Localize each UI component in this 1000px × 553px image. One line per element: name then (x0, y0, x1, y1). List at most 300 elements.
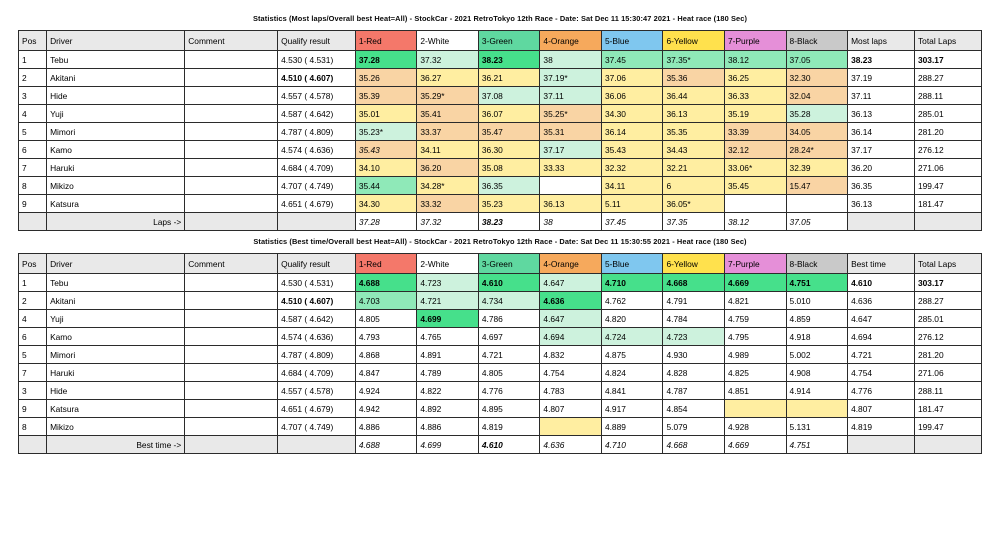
table-row[interactable] (19, 274, 982, 292)
summary-spacer (185, 213, 278, 231)
cell-qualify: 4.684 ( 4.709) (278, 364, 356, 382)
cell-heat: 38.12 (725, 51, 787, 69)
cell-most-laps: 38.23 (848, 51, 915, 69)
cell-heat: 36.27 (417, 69, 479, 87)
cell-heat: 37.32 (417, 51, 479, 69)
cell-best-time: 4.776 (848, 382, 915, 400)
cell-heat: 33.37 (417, 123, 479, 141)
cell-heat: 36.21 (478, 69, 540, 87)
cell-best-time: 4.721 (848, 346, 915, 364)
cell-heat: 32.04 (786, 87, 848, 105)
cell-heat: 4.762 (601, 292, 663, 310)
cell-heat: 38 (540, 51, 602, 69)
cell-heat: 4.825 (725, 364, 787, 382)
summary-heat: 4.751 (786, 436, 848, 454)
cell-heat: 34.28* (417, 177, 479, 195)
cell-heat: 4.647 (540, 274, 602, 292)
table-row[interactable] (19, 328, 982, 346)
summary-spacer (848, 436, 915, 454)
summary-spacer (19, 213, 47, 231)
cell-total-laps: 288.11 (914, 87, 981, 105)
table-row[interactable] (19, 123, 982, 141)
cell-heat: 4.895 (478, 400, 540, 418)
table-row[interactable] (19, 141, 982, 159)
cell-heat: 4.688 (355, 274, 417, 292)
cell-heat: 35.29* (417, 87, 479, 105)
cell-heat: 4.789 (417, 364, 479, 382)
cell-heat: 4.847 (355, 364, 417, 382)
cell-heat: 37.06 (601, 69, 663, 87)
cell-heat: 37.19* (540, 69, 602, 87)
cell-total-laps: 276.12 (914, 141, 981, 159)
header-heat-2-white: 2-White (417, 31, 479, 51)
cell-heat: 34.10 (355, 159, 417, 177)
cell-total-laps: 288.11 (914, 382, 981, 400)
cell-qualify: 4.557 ( 4.578) (278, 87, 356, 105)
cell-driver: Hide (47, 382, 185, 400)
cell-heat: 35.25* (540, 105, 602, 123)
cell-total-laps: 303.17 (914, 274, 981, 292)
panel-title-most-laps: Statistics (Most laps/Overall best Heat=All) - StockCar - 2021 RetroTokyo 12th Race - Date: Sat Dec 11 15:30:47 2021 - Heat race (180 Sec) (252, 14, 748, 23)
header-heat-1-red: 1-Red (355, 31, 417, 51)
cell-pos: 3 (19, 87, 47, 105)
cell-heat: 34.05 (786, 123, 848, 141)
header-heat-7-purple: 7-Purple (725, 254, 787, 274)
cell-pos: 5 (19, 123, 47, 141)
cell-comment (185, 69, 278, 87)
panel-best-time (18, 237, 982, 454)
cell-heat: 4.918 (786, 328, 848, 346)
cell-heat: 4.734 (478, 292, 540, 310)
cell-heat: 35.45 (725, 177, 787, 195)
cell-most-laps: 36.20 (848, 159, 915, 177)
cell-total-laps: 285.01 (914, 310, 981, 328)
cell-pos: 6 (19, 328, 47, 346)
cell-heat: 4.759 (725, 310, 787, 328)
cell-heat: 4.924 (355, 382, 417, 400)
cell-pos: 8 (19, 418, 47, 436)
cell-qualify: 4.587 ( 4.642) (278, 310, 356, 328)
cell-most-laps: 37.17 (848, 141, 915, 159)
cell-heat (540, 177, 602, 195)
cell-heat: 34.30 (355, 195, 417, 213)
cell-comment (185, 292, 278, 310)
cell-heat: 34.11 (601, 177, 663, 195)
cell-heat: 36.33 (725, 87, 787, 105)
cell-comment (185, 195, 278, 213)
summary-heat: 37.32 (417, 213, 479, 231)
cell-heat (786, 195, 848, 213)
cell-total-laps: 199.47 (914, 177, 981, 195)
cell-comment (185, 159, 278, 177)
cell-heat (725, 400, 787, 418)
cell-heat: 28.24* (786, 141, 848, 159)
cell-heat: 4.784 (663, 310, 725, 328)
cell-qualify: 4.651 ( 4.679) (278, 195, 356, 213)
cell-heat: 35.23 (478, 195, 540, 213)
summary-heat: 37.05 (786, 213, 848, 231)
cell-heat: 35.19 (725, 105, 787, 123)
cell-driver: Tebu (47, 274, 185, 292)
cell-total-laps: 271.06 (914, 159, 981, 177)
cell-heat: 4.841 (601, 382, 663, 400)
header-heat-2-white: 2-White (417, 254, 479, 274)
header-comment: Comment (185, 254, 278, 274)
header-total-laps: Total Laps (914, 31, 981, 51)
cell-pos: 2 (19, 292, 47, 310)
cell-qualify: 4.574 ( 4.636) (278, 141, 356, 159)
cell-heat: 35.08 (478, 159, 540, 177)
header-most-laps: Most laps (848, 31, 915, 51)
cell-heat: 4.807 (540, 400, 602, 418)
cell-heat: 15.47 (786, 177, 848, 195)
cell-pos: 1 (19, 274, 47, 292)
cell-pos: 4 (19, 105, 47, 123)
cell-best-time: 4.819 (848, 418, 915, 436)
summary-row (19, 213, 982, 231)
header-heat-5-blue: 5-Blue (601, 31, 663, 51)
cell-heat: 32.30 (786, 69, 848, 87)
header-qualify-result: Qualify result (278, 254, 356, 274)
summary-spacer (19, 436, 47, 454)
cell-best-time: 4.694 (848, 328, 915, 346)
cell-driver: Yuji (47, 310, 185, 328)
summary-spacer (278, 436, 356, 454)
cell-pos: 8 (19, 177, 47, 195)
cell-heat: 4.783 (540, 382, 602, 400)
cell-heat: 4.805 (478, 364, 540, 382)
cell-heat: 4.795 (725, 328, 787, 346)
cell-best-time: 4.636 (848, 292, 915, 310)
cell-best-time: 4.610 (848, 274, 915, 292)
summary-label: Best time -> (47, 436, 185, 454)
best-time-table (18, 253, 982, 454)
cell-heat: 36.25 (725, 69, 787, 87)
cell-heat: 4.793 (355, 328, 417, 346)
cell-heat: 33.32 (417, 195, 479, 213)
table-row[interactable] (19, 346, 982, 364)
cell-heat: 5.002 (786, 346, 848, 364)
cell-heat: 37.45 (601, 51, 663, 69)
cell-heat: 4.791 (663, 292, 725, 310)
cell-heat: 32.32 (601, 159, 663, 177)
cell-driver: Kamo (47, 328, 185, 346)
cell-heat: 4.751 (786, 274, 848, 292)
cell-qualify: 4.651 ( 4.679) (278, 400, 356, 418)
cell-comment (185, 400, 278, 418)
cell-best-time: 4.807 (848, 400, 915, 418)
cell-comment (185, 141, 278, 159)
cell-heat: 38.23 (478, 51, 540, 69)
cell-driver: Mikizo (47, 418, 185, 436)
cell-heat: 4.886 (417, 418, 479, 436)
cell-heat: 37.28 (355, 51, 417, 69)
cell-driver: Katsura (47, 400, 185, 418)
table-row[interactable] (19, 159, 982, 177)
cell-heat: 4.868 (355, 346, 417, 364)
cell-driver: Yuji (47, 105, 185, 123)
cell-comment (185, 310, 278, 328)
cell-heat: 4.891 (417, 346, 479, 364)
cell-heat: 32.12 (725, 141, 787, 159)
cell-heat: 36.05* (663, 195, 725, 213)
summary-heat: 4.710 (601, 436, 663, 454)
cell-heat: 35.31 (540, 123, 602, 141)
cell-heat: 36.44 (663, 87, 725, 105)
cell-heat: 4.889 (601, 418, 663, 436)
cell-driver: Mikizo (47, 177, 185, 195)
cell-comment (185, 382, 278, 400)
cell-heat: 4.776 (478, 382, 540, 400)
cell-comment (185, 418, 278, 436)
cell-qualify: 4.510 ( 4.607) (278, 69, 356, 87)
cell-heat: 35.43 (355, 141, 417, 159)
cell-total-laps: 276.12 (914, 328, 981, 346)
cell-driver: Mimori (47, 123, 185, 141)
cell-driver: Akitani (47, 69, 185, 87)
cell-qualify: 4.574 ( 4.636) (278, 328, 356, 346)
cell-heat: 37.08 (478, 87, 540, 105)
cell-heat: 34.43 (663, 141, 725, 159)
cell-heat: 37.11 (540, 87, 602, 105)
table-row[interactable] (19, 177, 982, 195)
cell-pos: 9 (19, 195, 47, 213)
cell-pos: 9 (19, 400, 47, 418)
table-row[interactable] (19, 382, 982, 400)
cell-heat: 36.06 (601, 87, 663, 105)
cell-heat: 4.851 (725, 382, 787, 400)
cell-heat: 36.13 (540, 195, 602, 213)
cell-heat: 4.765 (417, 328, 479, 346)
cell-qualify: 4.787 ( 4.809) (278, 346, 356, 364)
cell-heat: 4.721 (417, 292, 479, 310)
cell-qualify: 4.510 ( 4.607) (278, 292, 356, 310)
header-heat-1-red: 1-Red (355, 254, 417, 274)
cell-heat: 35.36 (663, 69, 725, 87)
cell-heat: 6 (663, 177, 725, 195)
cell-heat: 4.647 (540, 310, 602, 328)
cell-heat: 4.805 (355, 310, 417, 328)
cell-qualify: 4.707 ( 4.749) (278, 418, 356, 436)
cell-driver: Kamo (47, 141, 185, 159)
cell-most-laps: 36.35 (848, 177, 915, 195)
cell-total-laps: 288.27 (914, 69, 981, 87)
cell-comment (185, 177, 278, 195)
cell-heat: 37.35* (663, 51, 725, 69)
header-pos: Pos (19, 254, 47, 274)
cell-total-laps: 281.20 (914, 346, 981, 364)
table-row[interactable] (19, 364, 982, 382)
cell-heat: 36.07 (478, 105, 540, 123)
cell-heat: 4.914 (786, 382, 848, 400)
summary-spacer (848, 213, 915, 231)
header-total-laps: Total Laps (914, 254, 981, 274)
cell-total-laps: 281.20 (914, 123, 981, 141)
header-comment: Comment (185, 31, 278, 51)
cell-heat: 4.668 (663, 274, 725, 292)
cell-driver: Mimori (47, 346, 185, 364)
cell-comment (185, 364, 278, 382)
cell-heat: 35.28 (786, 105, 848, 123)
cell-comment (185, 328, 278, 346)
cell-pos: 7 (19, 159, 47, 177)
summary-heat: 37.35 (663, 213, 725, 231)
cell-heat: 37.17 (540, 141, 602, 159)
header-heat-4-orange: 4-Orange (540, 254, 602, 274)
cell-heat: 4.669 (725, 274, 787, 292)
summary-heat: 37.28 (355, 213, 417, 231)
cell-heat: 4.886 (355, 418, 417, 436)
cell-pos: 7 (19, 364, 47, 382)
table-row[interactable] (19, 69, 982, 87)
cell-heat: 33.39 (725, 123, 787, 141)
cell-pos: 2 (19, 69, 47, 87)
summary-heat: 38.12 (725, 213, 787, 231)
cell-heat: 4.989 (725, 346, 787, 364)
table-row[interactable] (19, 418, 982, 436)
cell-heat: 4.828 (663, 364, 725, 382)
cell-total-laps: 285.01 (914, 105, 981, 123)
cell-most-laps: 36.13 (848, 195, 915, 213)
table-row[interactable] (19, 51, 982, 69)
cell-most-laps: 37.19 (848, 69, 915, 87)
table-header-row (19, 31, 982, 51)
cell-heat: 4.697 (478, 328, 540, 346)
table-row[interactable] (19, 195, 982, 213)
cell-heat: 34.30 (601, 105, 663, 123)
summary-heat: 4.699 (417, 436, 479, 454)
header-heat-3-green: 3-Green (478, 31, 540, 51)
cell-most-laps: 37.11 (848, 87, 915, 105)
cell-heat: 4.928 (725, 418, 787, 436)
cell-heat: 36.20 (417, 159, 479, 177)
cell-heat: 4.942 (355, 400, 417, 418)
cell-heat: 4.917 (601, 400, 663, 418)
cell-heat: 4.819 (478, 418, 540, 436)
header-driver: Driver (47, 254, 185, 274)
cell-heat: 4.875 (601, 346, 663, 364)
cell-heat: 4.908 (786, 364, 848, 382)
cell-comment (185, 346, 278, 364)
cell-heat (725, 195, 787, 213)
header-heat-6-yellow: 6-Yellow (663, 254, 725, 274)
cell-heat: 35.43 (601, 141, 663, 159)
cell-pos: 5 (19, 346, 47, 364)
cell-heat: 4.786 (478, 310, 540, 328)
cell-driver: Akitani (47, 292, 185, 310)
summary-heat: 4.636 (540, 436, 602, 454)
cell-qualify: 4.684 ( 4.709) (278, 159, 356, 177)
cell-pos: 6 (19, 141, 47, 159)
cell-heat: 4.694 (540, 328, 602, 346)
cell-heat: 4.710 (601, 274, 663, 292)
cell-driver: Haruki (47, 364, 185, 382)
summary-spacer (185, 436, 278, 454)
table-header-row (19, 254, 982, 274)
summary-heat: 4.688 (355, 436, 417, 454)
header-qualify-result: Qualify result (278, 31, 356, 51)
panel-most-laps (18, 14, 982, 231)
header-pos: Pos (19, 31, 47, 51)
table-row[interactable] (19, 105, 982, 123)
header-heat-5-blue: 5-Blue (601, 254, 663, 274)
cell-heat: 4.820 (601, 310, 663, 328)
cell-heat: 4.699 (417, 310, 479, 328)
summary-row (19, 436, 982, 454)
cell-driver: Katsura (47, 195, 185, 213)
header-heat-7-purple: 7-Purple (725, 31, 787, 51)
cell-pos: 1 (19, 51, 47, 69)
cell-comment (185, 51, 278, 69)
cell-heat: 37.05 (786, 51, 848, 69)
cell-heat: 32.21 (663, 159, 725, 177)
cell-heat: 5.131 (786, 418, 848, 436)
table-row[interactable] (19, 400, 982, 418)
cell-heat: 4.821 (725, 292, 787, 310)
table-row[interactable] (19, 292, 982, 310)
cell-total-laps: 181.47 (914, 400, 981, 418)
cell-heat: 4.723 (663, 328, 725, 346)
cell-comment (185, 105, 278, 123)
most-laps-table (18, 30, 982, 231)
table-row[interactable] (19, 87, 982, 105)
cell-heat: 5.079 (663, 418, 725, 436)
cell-heat: 4.824 (601, 364, 663, 382)
cell-qualify: 4.530 ( 4.531) (278, 51, 356, 69)
cell-heat: 35.47 (478, 123, 540, 141)
cell-pos: 4 (19, 310, 47, 328)
cell-best-time: 4.754 (848, 364, 915, 382)
summary-heat: 4.668 (663, 436, 725, 454)
summary-heat: 4.669 (725, 436, 787, 454)
cell-heat: 4.822 (417, 382, 479, 400)
header-heat-4-orange: 4-Orange (540, 31, 602, 51)
cell-heat: 4.610 (478, 274, 540, 292)
cell-heat: 35.23* (355, 123, 417, 141)
cell-heat: 33.06* (725, 159, 787, 177)
cell-driver: Tebu (47, 51, 185, 69)
cell-heat (540, 418, 602, 436)
cell-heat (786, 400, 848, 418)
cell-most-laps: 36.13 (848, 105, 915, 123)
panel-title-best-time: Statistics (Best time/Overall best Heat=All) - StockCar - 2021 RetroTokyo 12th Race - Date: Sat Dec 11 15:30:55 2021 - Heat race (180 Sec) (253, 237, 747, 246)
cell-heat: 32.39 (786, 159, 848, 177)
cell-best-time: 4.647 (848, 310, 915, 328)
cell-comment (185, 87, 278, 105)
cell-heat: 4.703 (355, 292, 417, 310)
summary-spacer (914, 436, 981, 454)
cell-heat: 35.35 (663, 123, 725, 141)
cell-qualify: 4.587 ( 4.642) (278, 105, 356, 123)
header-heat-8-black: 8-Black (786, 254, 848, 274)
cell-heat: 35.01 (355, 105, 417, 123)
summary-heat: 38.23 (478, 213, 540, 231)
summary-spacer (914, 213, 981, 231)
cell-heat: 36.14 (601, 123, 663, 141)
cell-heat: 4.754 (540, 364, 602, 382)
cell-heat: 35.39 (355, 87, 417, 105)
cell-qualify: 4.530 ( 4.531) (278, 274, 356, 292)
summary-label: Laps -> (47, 213, 185, 231)
table-row[interactable] (19, 310, 982, 328)
cell-heat: 4.859 (786, 310, 848, 328)
cell-heat: 4.636 (540, 292, 602, 310)
cell-heat: 4.723 (417, 274, 479, 292)
cell-comment (185, 274, 278, 292)
cell-heat: 4.930 (663, 346, 725, 364)
cell-heat: 35.26 (355, 69, 417, 87)
cell-comment (185, 123, 278, 141)
